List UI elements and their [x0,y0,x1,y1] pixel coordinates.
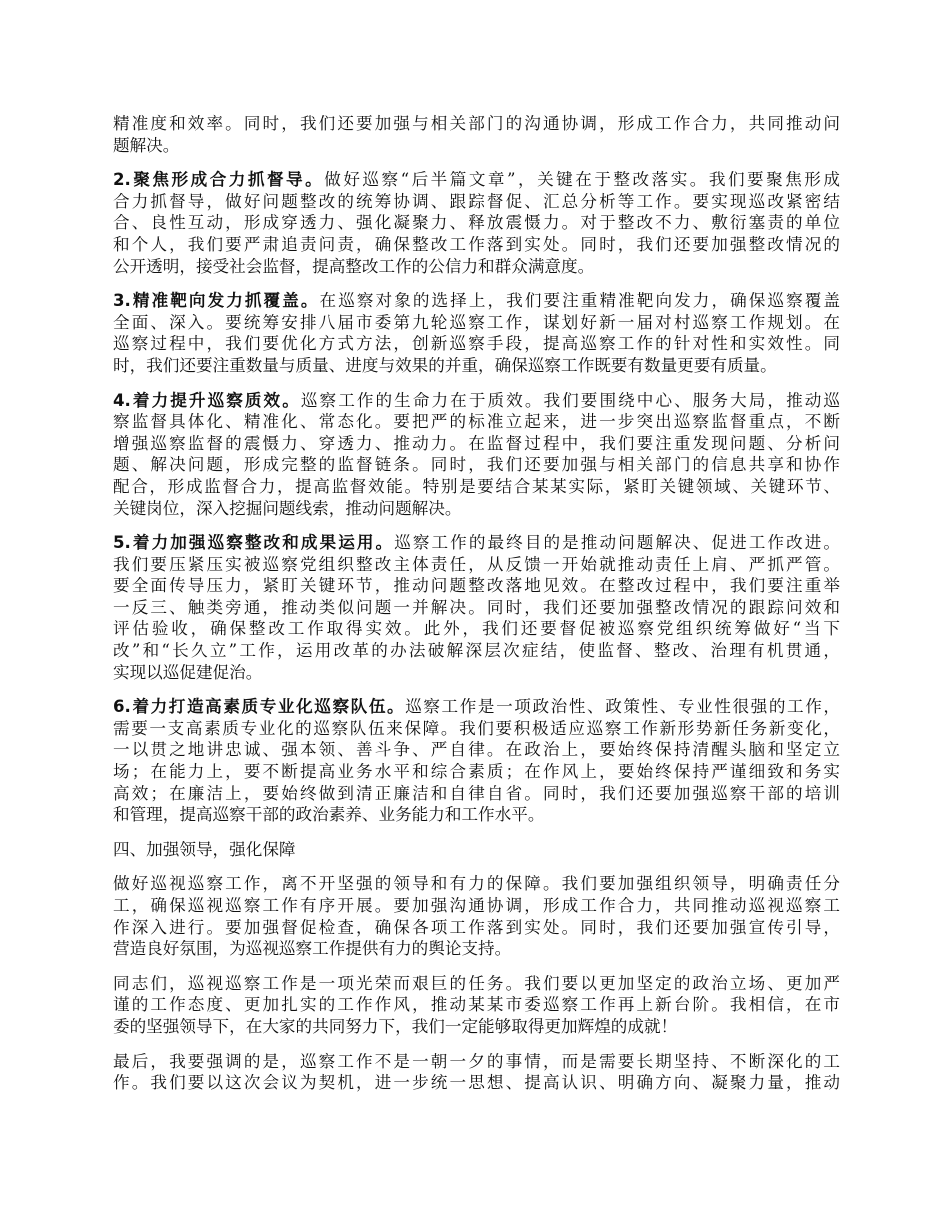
paragraph-heading: 5.着力加强巡察整改和成果运用。 [113,533,395,553]
line-text: 巡察工作的生命力在于质效。我们要围绕中心、服务大局，推动巡 [300,390,840,410]
paragraph [113,1051,840,1094]
text-line [113,739,840,761]
paragraph [113,169,840,277]
paragraph [113,973,840,1038]
text-line [113,761,840,783]
paragraph-heading: 2.聚焦形成合力抓督导。 [113,170,325,190]
text-line [113,839,840,861]
paragraph [113,390,840,520]
line-text: 在巡察对象的选择上，我们要注重精准靶向发力，确保巡察覆盖 [319,291,841,311]
line-text: 营造良好氛围，为巡视巡察工作提供有力的舆论支持。 [113,939,512,959]
text-line [113,1051,840,1073]
line-text: 和管理，提高巡察干部的政治素养、业务能力和工作水平。 [113,805,545,825]
text-line [113,390,840,412]
text-line [113,575,840,597]
text-line [113,662,840,684]
paragraph-heading: 6.着力打造高素质专业化巡察队伍。 [113,697,406,717]
line-text: 公开透明，接受社会监督，提高整改工作的公信力和群众满意度。 [113,256,595,276]
line-text: 四、加强领导，强化保障 [113,839,296,859]
line-text: 全面、深入。要统筹安排八届市委第九轮巡察工作，谋划好新一届对村巡察工作规划。在 [113,312,840,332]
line-text: 增强巡察监督的震慑力、穿透力、推动力。在监督过程中，我们要注重发现问题、分析问 [113,433,840,453]
paragraph [113,873,840,959]
line-text: 巡察工作是一项政治性、政策性、专业性很强的工作， [405,697,840,717]
paragraph [113,696,840,826]
text-line [113,873,840,895]
text-line [113,532,840,554]
line-text: 作深入进行。要加强督促检查，确保各项工作落到实处。同时，我们还要加强宣传引导， [113,917,840,937]
text-line [113,135,840,157]
text-line [113,973,840,995]
line-text: 合、良性互动，形成穿透力、强化凝聚力、释放震慑力。对于整改不力、敷衍塞责的单位 [113,213,840,233]
line-text: 和个人，我们要严肃追责问责，确保整改工作落到实处。同时，我们还要加强整改情况的 [113,234,840,254]
line-text: 精准度和效率。同时，我们还要加强与相关部门的沟通协调，形成工作合力，共同推动问 [113,114,840,133]
text-line [113,169,840,191]
line-text: 做好巡察“后半篇文章”，关键在于整改落实。我们要聚焦形成 [324,170,840,190]
text-line [113,696,840,718]
line-text: 委的坚强领导下，在大家的共同努力下，我们一定能够取得更加辉煌的成就！ [113,1016,678,1036]
line-text: 察监督具体化、精准化、常态化。要把严的标准立起来，进一步突出巡察监督重点，不断 [113,412,840,432]
text-line [113,234,840,256]
line-text: 谨的工作态度、更加扎实的工作作风，推动某某市委巡察工作再上新台阶。我相信，在市 [113,995,840,1015]
text-line [113,411,840,433]
line-text: 实现以巡促建促治。 [113,662,263,682]
text-line [113,554,840,576]
text-line [113,895,840,917]
line-text: 关键岗位，深入挖掘问题线索，推动问题解决。 [113,498,462,518]
line-text: 作。我们要以这次会议为契机，进一步统一思想、提高认识、明确方向、凝聚力量，推动 [113,1073,840,1093]
line-text: 要全面传导压力，紧盯关键环节，推动问题整改落地见效。在整改过程中，我们要注重举 [113,576,840,596]
paragraph [113,839,840,861]
line-text: 题解决。 [113,135,180,155]
line-text: 巡察过程中，我们要优化方式方法，创新巡察手段，提高巡察工作的针对性和实效性。同 [113,334,840,354]
text-line [113,498,840,520]
text-line [113,433,840,455]
paragraph [113,290,840,376]
line-text: 一反三、触类旁通，推动类似问题一并解决。同时，我们还要加强整改情况的跟踪问效和 [113,597,840,617]
line-text: 配合，形成监督合力，提高监督效能。特别是要结合某某实际，紧盯关键领域、关键环节、 [113,476,840,496]
text-line [113,597,840,619]
line-text: 需要一支高素质专业化的巡察队伍来保障。我们要积极适应巡察工作新形势新任务新变化， [113,718,840,738]
paragraph-heading: 3.精准靶向发力抓覆盖。 [113,291,320,311]
text-line [113,804,840,826]
line-text: 一以贯之地讲忠诚、强本领、善斗争、严自律。在政治上，要始终保持清醒头脑和坚定立 [113,740,840,760]
text-line [113,454,840,476]
text-line [113,191,840,213]
paragraph [113,113,840,156]
text-line [113,1016,840,1038]
paragraph-heading: 4.着力提升巡察质效。 [113,390,301,410]
text-line [113,333,840,355]
line-text: 场；在能力上，要不断提高业务水平和综合素质；在作风上，要始终保持严谨细致和务实 [113,762,840,782]
paragraph [113,532,840,683]
line-text: 同志们，巡视巡察工作是一项光荣而艰巨的任务。我们要以更加坚定的政治立场、更加严 [113,973,840,993]
line-text: 时，我们还要注重数量与质量、进度与效果的并重，确保巡察工作既要有数量更要有质量。 [113,355,777,375]
document-body [113,113,840,1107]
text-line [113,212,840,234]
line-text: 做好巡视巡察工作，离不开坚强的领导和有力的保障。我们要加强组织领导，明确责任分 [113,874,840,894]
line-text: 题、解决问题，形成完整的监督链条。同时，我们还要加强与相关部门的信息共享和协作 [113,455,840,475]
line-text: 评估验收，确保整改工作取得实效。此外，我们还要督促被巡察党组织统筹做好“当下 [113,619,840,639]
line-text: 巡察工作的最终目的是推动问题解决、促进工作改进。 [394,533,840,553]
text-line [113,938,840,960]
text-line [113,917,840,939]
text-line [113,355,840,377]
line-text: 合力抓督导，做好问题整改的统筹协调、跟踪督促、汇总分析等工作。要实现巡改紧密结 [113,191,840,211]
text-line [113,994,840,1016]
line-text: 最后，我要强调的是，巡察工作不是一朝一夕的事情，而是需要长期坚持、不断深化的工 [113,1051,840,1071]
line-text: 工，确保巡视巡察工作有序开展。要加强沟通协调，形成工作合力，共同推动巡视巡察工 [113,896,840,915]
text-line [113,1072,840,1094]
text-line [113,290,840,312]
text-line [113,640,840,662]
line-text: 改”和“长久立”工作，运用改革的办法破解深层次症结，使监督、整改、治理有机贯通， [113,641,840,661]
text-line [113,783,840,805]
line-text: 我们要压紧压实被巡察党组织整改主体责任，从反馈一开始就推动责任上肩、严抓严管。 [113,554,840,574]
text-line [113,618,840,640]
text-line [113,256,840,278]
text-line [113,718,840,740]
text-line [113,312,840,334]
text-line [113,476,840,498]
text-line [113,113,840,135]
line-text: 高效；在廉洁上，要始终做到清正廉洁和自律自省。同时，我们还要加强巡察干部的培训 [113,783,840,803]
